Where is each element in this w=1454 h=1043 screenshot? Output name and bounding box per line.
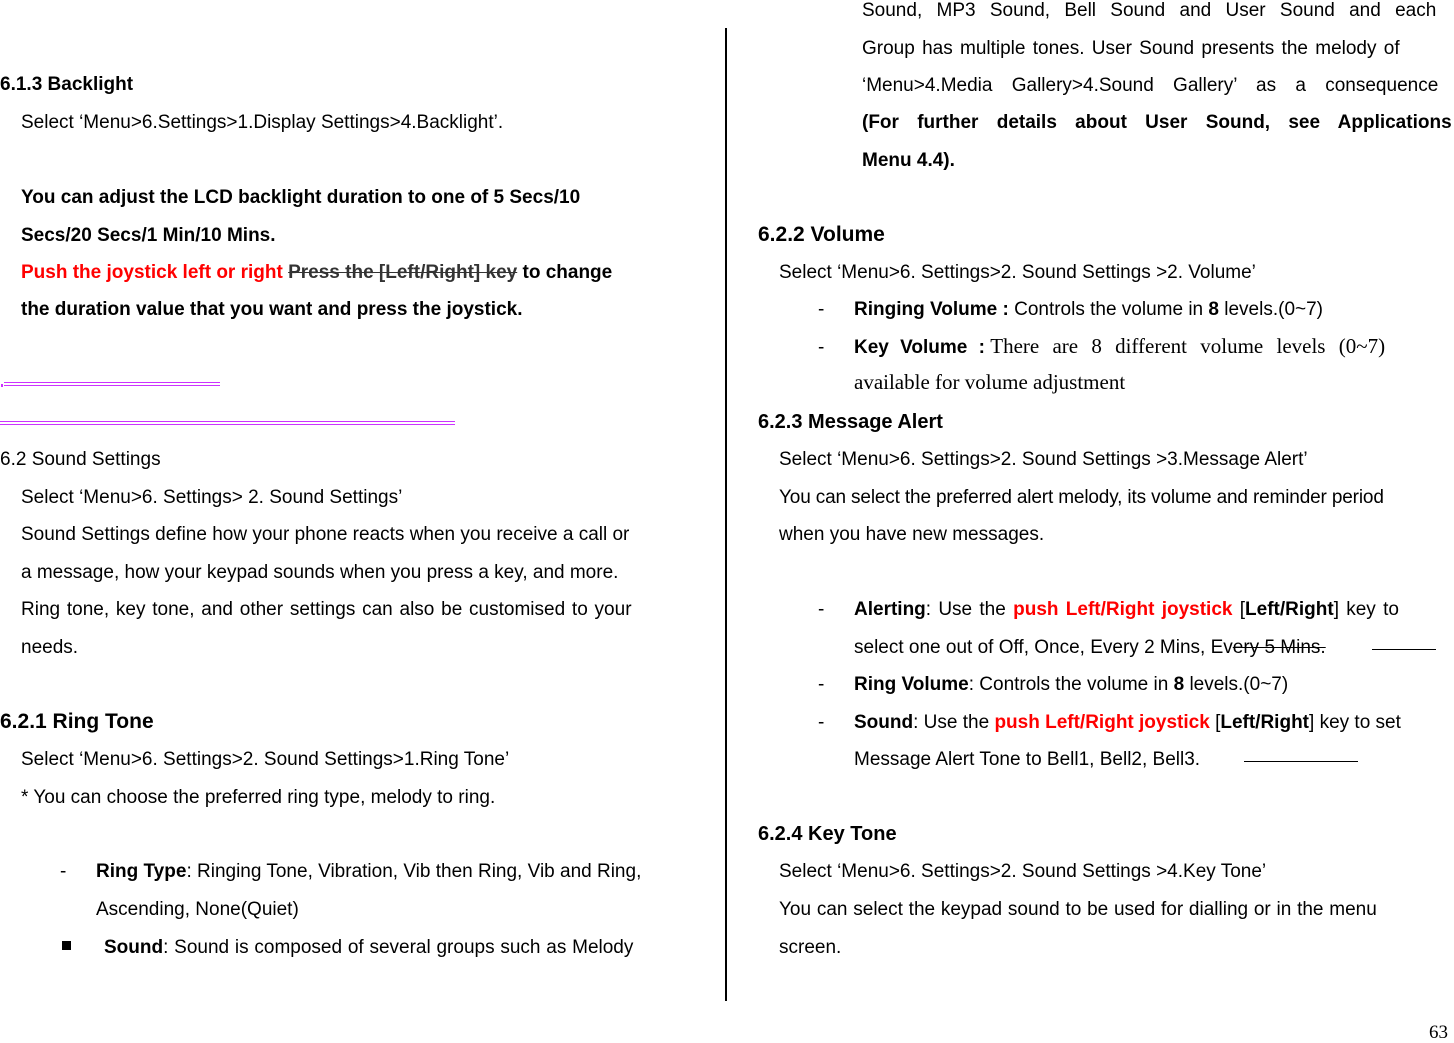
key-volume-label: Key Volume : [854, 337, 985, 358]
ring-tone-note: * You can choose the preferred ring type, melody to ring. [21, 787, 496, 808]
heading-6-1-3: 6.1.3 Backlight [0, 74, 134, 95]
key-tone-para-line1: You can select the keypad sound to be used for dialling or in the menu [779, 899, 1377, 920]
heading-6-2-1: 6.2.1 Ring Tone [0, 710, 154, 733]
message-alert-para-line2: when you have new messages. [779, 524, 1045, 545]
key-volume-dash: - [818, 337, 825, 358]
sound-label: Sound [104, 937, 164, 958]
backlight-para-line1: You can adjust the LCD backlight duration to one of 5 Secs/10 [21, 187, 581, 208]
alert-sound-label: Sound [854, 712, 914, 733]
underline-placeholder [1244, 761, 1358, 762]
alerting-dash: - [818, 599, 825, 620]
ring-volume-dash: - [818, 674, 825, 695]
sound-settings-para-line1: Sound Settings define how your phone reacts when you receive a call or [21, 524, 630, 545]
ring-type-label: Ring Type [96, 861, 187, 882]
revision-line-short [4, 382, 220, 386]
key-tone-para-line2: screen. [779, 937, 842, 958]
sound-settings-para-line3: Ring tone, key tone, and other settings can also be customised to your [21, 599, 632, 620]
menu-path-message-alert: Select ‘Menu>6. Settings>2. Sound Settings >3.Message Alert’ [779, 449, 1308, 470]
revision-mark [1, 384, 3, 387]
square-bullet-icon [62, 941, 71, 950]
sound-cont-line3: ‘Menu>4.Media Gallery>4.Sound Gallery’ as a consequence [862, 75, 1439, 96]
ring-type-line2: Ascending, None(Quiet) [96, 899, 299, 920]
red-inserted-text: Push the joystick left or right [21, 262, 283, 283]
heading-6-2-3: 6.2.3 Message Alert [758, 411, 943, 433]
backlight-para-line2: Secs/20 Secs/1 Min/10 Mins. [21, 225, 276, 246]
ring-volume-line: Ring Volume: Controls the volume in 8 levels.(0~7) [854, 674, 1289, 695]
sound-line1: Sound: Sound is composed of several groups such as Melody [104, 937, 634, 958]
menu-path-backlight: Select ‘Menu>6.Settings>1.Display Settings>4.Backlight’. [21, 112, 504, 133]
ring-type-dash: - [60, 861, 67, 882]
backlight-instruction-line1 [21, 263, 612, 282]
heading-6-2-2: 6.2.2 Volume [758, 223, 885, 246]
key-volume-line1: Key Volume : There are 8 different volume levels (0~7) [854, 334, 1386, 358]
menu-path-key-tone: Select ‘Menu>6. Settings>2. Sound Settings >4.Key Tone’ [779, 861, 1267, 882]
sound-settings-para-line4: needs. [21, 637, 79, 658]
sound-cont-line2: Group has multiple tones. User Sound presents the melody of [862, 38, 1400, 59]
alerting-line1: Alerting: Use the push Left/Right joystick [Left/Right] key to [854, 599, 1399, 620]
heading-6-2-4: 6.2.4 Key Tone [758, 823, 897, 845]
ringing-volume-dash: - [818, 299, 825, 320]
instruction-rest: to change [522, 262, 613, 283]
alerting-label: Alerting [854, 599, 926, 620]
ring-volume-label: Ring Volume [854, 674, 969, 695]
menu-path-volume: Select ‘Menu>6. Settings>2. Sound Settings >2. Volume’ [779, 262, 1256, 283]
sound-cont-line4: (For further details about User Sound, see Applications [862, 112, 1452, 133]
strike-line-tail [1372, 649, 1436, 650]
heading-6-2: 6.2 Sound Settings [0, 449, 161, 470]
alerting-line2: select one out of Off, Once, Every 2 Mins, Every 5 Mins. [854, 637, 1326, 658]
ring-type-line1: Ring Type: Ringing Tone, Vibration, Vib then Ring, Vib and Ring, [96, 861, 642, 882]
alert-sound-dash: - [818, 712, 825, 733]
backlight-instruction-line2: the duration value that you want and press the joystick. [21, 299, 523, 320]
sound-cont-line1: Sound, MP3 Sound, Bell Sound and User Sound and each [862, 0, 1437, 21]
column-divider [725, 28, 727, 1001]
sound-settings-para-line2: a message, how your keypad sounds when you press a key, and more. [21, 562, 619, 583]
revision-line-long [0, 421, 455, 425]
ringing-volume-label: Ringing Volume : [854, 299, 1009, 320]
page-number: 63 [1429, 1022, 1448, 1043]
message-alert-para-line1: You can select the preferred alert melody, its volume and reminder period [779, 487, 1384, 508]
alert-sound-line2: Message Alert Tone to Bell1, Bell2, Bell3. [854, 749, 1201, 770]
alert-sound-line1: Sound: Use the push Left/Right joystick [Left/Right] key to set [854, 712, 1401, 733]
menu-path-sound-settings: Select ‘Menu>6. Settings> 2. Sound Settings’ [21, 487, 403, 508]
sound-cont-line5: Menu 4.4). [862, 150, 955, 171]
deleted-text: Press the [Left/Right] key [288, 262, 518, 283]
key-volume-line2: available for volume adjustment [854, 370, 1126, 394]
menu-path-ring-tone: Select ‘Menu>6. Settings>2. Sound Settings>1.Ring Tone’ [21, 749, 510, 770]
ringing-volume-line: Ringing Volume : Controls the volume in 8 levels.(0~7) [854, 299, 1324, 320]
